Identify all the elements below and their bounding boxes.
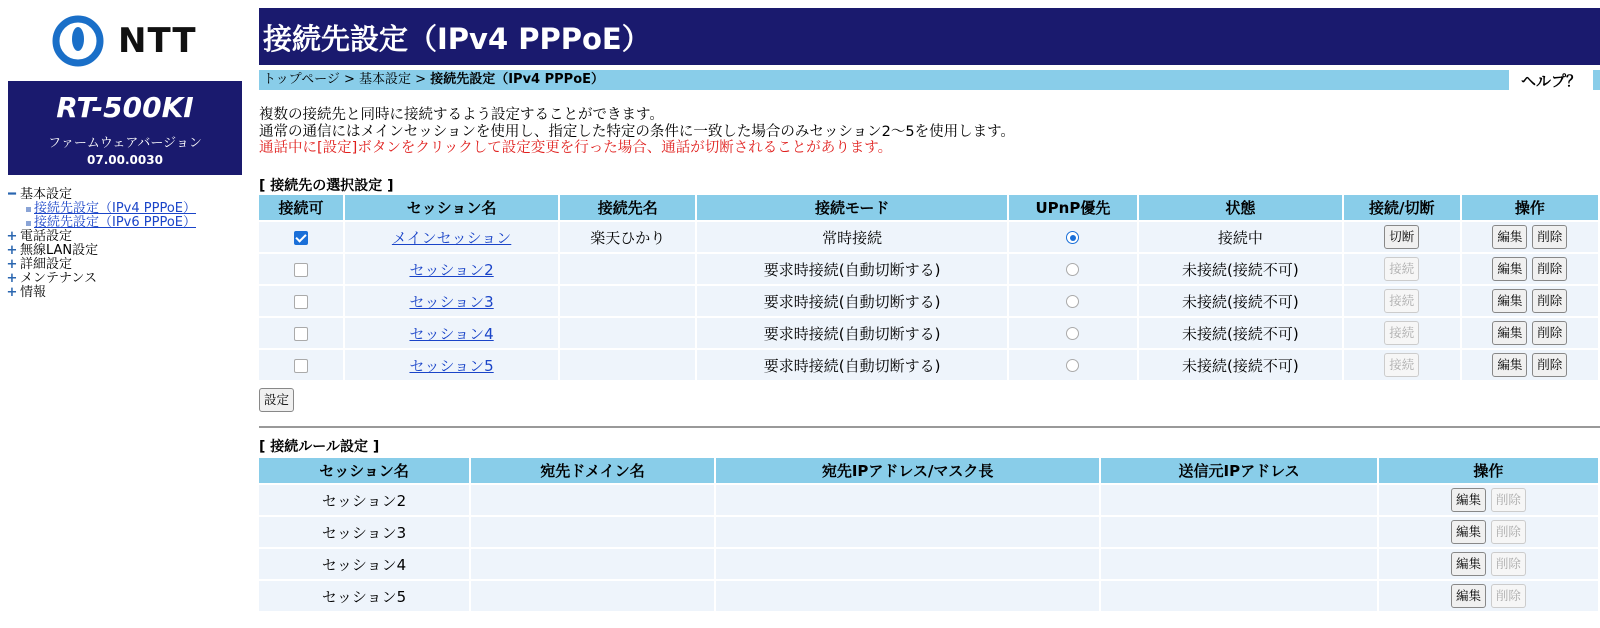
delete-button[interactable]: 削除 xyxy=(1491,584,1526,608)
edit-button[interactable]: 編集 xyxy=(1492,321,1527,345)
enable-cell xyxy=(259,350,343,380)
session-row xyxy=(259,350,1598,380)
upnp-radio[interactable] xyxy=(1066,263,1079,276)
dest-name-cell: 楽天ひかり xyxy=(560,222,695,252)
nav-ipv6-pppoe[interactable] xyxy=(6,216,196,230)
connect-button[interactable]: 接続 xyxy=(1384,289,1419,313)
connect-button[interactable]: 接続 xyxy=(1384,321,1419,345)
connect-button[interactable]: 接続 xyxy=(1384,257,1419,281)
expand-icon: + xyxy=(6,285,18,300)
edit-button[interactable]: 編集 xyxy=(1451,488,1486,512)
session-col-header: 接続可 xyxy=(259,195,343,220)
rule-table-body xyxy=(259,485,1598,611)
nav-ipv4-pppoe-link[interactable]: 接続先設定（IPv4 PPPoE） xyxy=(34,201,196,216)
rule-dest-ip-cell xyxy=(716,581,1099,611)
enable-cell xyxy=(259,286,343,316)
session-name-cell xyxy=(345,286,558,316)
rule-row xyxy=(259,485,1598,515)
session-section-title: [ 接続先の選択設定 ] xyxy=(259,178,394,194)
delete-button[interactable]: 削除 xyxy=(1532,257,1567,281)
session-name-link[interactable]: セッション3 xyxy=(409,292,494,311)
delete-button[interactable]: 削除 xyxy=(1532,225,1567,249)
nav-info[interactable] xyxy=(6,286,196,300)
enable-cell xyxy=(259,222,343,252)
dest-name-cell xyxy=(560,318,695,348)
rule-col-header: セッション名 xyxy=(259,458,469,483)
upnp-radio[interactable] xyxy=(1066,231,1079,244)
mode-cell: 要求時接続(自動切断する) xyxy=(697,254,1006,284)
nav-detail[interactable] xyxy=(6,258,196,272)
rule-src-ip-cell xyxy=(1101,581,1376,611)
ops-cell xyxy=(1462,254,1598,284)
ntt-logo-icon xyxy=(52,15,104,67)
rule-col-header: 送信元IPアドレス xyxy=(1101,458,1376,483)
rule-row xyxy=(259,581,1598,611)
enable-checkbox[interactable] xyxy=(294,359,308,373)
desc-line-2: 通常の通信にはメインセッションを使用し、指定した特定の条件に一致した場合のみセッション2～5を使用します。 xyxy=(259,123,1015,140)
nav-basic-label: 基本設定 xyxy=(20,187,73,202)
crumb-top[interactable]: トップページ xyxy=(263,72,340,87)
desc-line-1: 複数の接続先と同時に接続するよう設定することができます。 xyxy=(259,107,664,123)
status-cell: 未接続(接続不可) xyxy=(1139,318,1342,348)
mode-cell: 常時接続 xyxy=(697,222,1006,252)
upnp-cell xyxy=(1009,222,1137,252)
ops-cell xyxy=(1462,286,1598,316)
mode-cell: 要求時接続(自動切断する) xyxy=(697,318,1006,348)
upnp-radio[interactable] xyxy=(1066,359,1079,372)
crumb-current: 接続先設定（IPv4 PPPoE） xyxy=(430,72,605,87)
session-name-cell xyxy=(345,254,558,284)
expand-icon: + xyxy=(6,257,18,272)
nav-wlan[interactable] xyxy=(6,244,196,258)
delete-button[interactable]: 削除 xyxy=(1532,289,1567,313)
session-col-header: 操作 xyxy=(1462,195,1598,220)
edit-button[interactable]: 編集 xyxy=(1492,353,1527,377)
enable-checkbox[interactable] xyxy=(294,295,308,309)
conn-cell xyxy=(1344,222,1460,252)
session-row xyxy=(259,222,1598,252)
connect-button[interactable]: 接続 xyxy=(1384,353,1419,377)
upnp-cell xyxy=(1009,350,1137,380)
description xyxy=(259,107,1015,157)
collapse-icon: ━ xyxy=(8,187,16,202)
session-row xyxy=(259,254,1598,284)
crumb-basic[interactable]: 基本設定 xyxy=(359,72,412,87)
edit-button[interactable]: 編集 xyxy=(1451,520,1486,544)
session-name-cell xyxy=(345,222,558,252)
rule-row xyxy=(259,549,1598,579)
conn-cell xyxy=(1344,254,1460,284)
disconnect-button[interactable]: 切断 xyxy=(1384,225,1419,249)
session-name-link[interactable]: メインセッション xyxy=(391,228,512,247)
rule-ops-cell xyxy=(1379,581,1598,611)
breadcrumb xyxy=(259,70,1509,90)
enable-checkbox[interactable] xyxy=(294,327,308,341)
session-row xyxy=(259,286,1598,316)
nav-ipv4-pppoe[interactable] xyxy=(6,202,196,216)
ntt-logo xyxy=(52,14,197,68)
rule-src-ip-cell xyxy=(1101,549,1376,579)
ops-cell xyxy=(1462,350,1598,380)
rule-table-header xyxy=(259,458,1598,483)
rule-row xyxy=(259,517,1598,547)
brand-name: NTT xyxy=(118,21,197,61)
edit-button[interactable]: 編集 xyxy=(1451,552,1486,576)
session-name-cell xyxy=(345,318,558,348)
upnp-radio[interactable] xyxy=(1066,327,1079,340)
conn-cell xyxy=(1344,350,1460,380)
dest-name-cell xyxy=(560,286,695,316)
rule-src-ip-cell xyxy=(1101,517,1376,547)
upnp-cell xyxy=(1009,254,1137,284)
nav-phone-label: 電話設定 xyxy=(20,229,73,244)
crumb-sep: > xyxy=(411,72,431,87)
session-col-header: 接続/切断 xyxy=(1344,195,1460,220)
expand-icon: + xyxy=(6,229,18,244)
mode-cell: 要求時接続(自動切断する) xyxy=(697,350,1006,380)
crumb-sep: > xyxy=(339,72,360,87)
nav-menu xyxy=(6,188,196,300)
rule-ops-cell xyxy=(1379,485,1598,515)
nav-phone[interactable] xyxy=(6,230,196,244)
session-col-header: UPnP優先 xyxy=(1009,195,1137,220)
upnp-cell xyxy=(1009,286,1137,316)
rule-ops-cell xyxy=(1379,517,1598,547)
enable-cell xyxy=(259,254,343,284)
status-cell: 未接続(接続不可) xyxy=(1139,254,1342,284)
rule-src-ip-cell xyxy=(1101,485,1376,515)
session-col-header: セッション名 xyxy=(345,195,558,220)
expand-icon: + xyxy=(6,243,18,258)
session-col-header: 接続先名 xyxy=(560,195,695,220)
nav-detail-label: 詳細設定 xyxy=(20,257,73,272)
dest-name-cell xyxy=(560,350,695,380)
rule-session-cell: セッション3 xyxy=(259,517,469,547)
status-cell: 未接続(接続不可) xyxy=(1139,286,1342,316)
delete-button[interactable]: 削除 xyxy=(1491,552,1526,576)
dest-name-cell xyxy=(560,254,695,284)
rule-section-title: [ 接続ルール設定 ] xyxy=(259,439,380,455)
rule-session-cell: セッション2 xyxy=(259,485,469,515)
mode-cell: 要求時接続(自動切断する) xyxy=(697,286,1006,316)
nav-ipv6-pppoe-link[interactable]: 接続先設定（IPv6 PPPoE） xyxy=(34,215,196,230)
conn-cell xyxy=(1344,318,1460,348)
enable-checkbox[interactable] xyxy=(294,231,308,245)
session-row xyxy=(259,318,1598,348)
device-model: RT-500KI xyxy=(56,91,194,124)
ops-cell xyxy=(1462,318,1598,348)
rule-domain-cell xyxy=(471,517,714,547)
nav-info-label: 情報 xyxy=(20,285,47,300)
edit-button[interactable]: 編集 xyxy=(1451,584,1486,608)
nav-basic[interactable] xyxy=(6,188,196,202)
rule-session-cell: セッション4 xyxy=(259,549,469,579)
session-col-header: 接続モード xyxy=(697,195,1006,220)
session-name-link[interactable]: セッション5 xyxy=(409,356,494,375)
bullet-icon xyxy=(26,207,31,212)
rule-col-header: 操作 xyxy=(1379,458,1598,483)
delete-button[interactable]: 削除 xyxy=(1532,321,1567,345)
rule-table xyxy=(257,456,1600,613)
section-divider xyxy=(259,426,1600,428)
warning-text: 通話中に[設定]ボタンをクリックして設定変更を行った場合、通話が切断されることがあります。 xyxy=(259,140,893,156)
upnp-radio[interactable] xyxy=(1066,295,1079,308)
rule-domain-cell xyxy=(471,581,714,611)
edit-button[interactable]: 編集 xyxy=(1492,289,1527,313)
session-name-cell xyxy=(345,350,558,380)
session-name-link[interactable]: セッション2 xyxy=(409,260,494,279)
nav-maintenance[interactable] xyxy=(6,272,196,286)
session-col-header: 状態 xyxy=(1139,195,1342,220)
session-table xyxy=(257,193,1600,382)
bullet-icon xyxy=(26,221,31,226)
page-title: 接続先設定（IPv4 PPPoE） xyxy=(263,22,651,56)
expand-icon: + xyxy=(6,271,18,286)
enable-cell xyxy=(259,318,343,348)
conn-cell xyxy=(1344,286,1460,316)
rule-domain-cell xyxy=(471,485,714,515)
upnp-cell xyxy=(1009,318,1137,348)
rule-ops-cell xyxy=(1379,549,1598,579)
rule-session-cell: セッション5 xyxy=(259,581,469,611)
delete-button[interactable]: 削除 xyxy=(1532,353,1567,377)
rule-col-header: 宛先ドメイン名 xyxy=(471,458,714,483)
ops-cell xyxy=(1462,222,1598,252)
help-edge xyxy=(1593,70,1600,90)
status-cell: 接続中 xyxy=(1139,222,1342,252)
firmware-label: ファームウェアバージョン xyxy=(48,136,202,151)
session-name-link[interactable]: セッション4 xyxy=(409,324,494,343)
nav-wlan-label: 無線LAN設定 xyxy=(20,243,99,258)
nav-maintenance-label: メンテナンス xyxy=(20,271,97,286)
device-info-box xyxy=(8,81,242,175)
sidebar xyxy=(0,0,245,628)
rule-dest-ip-cell xyxy=(716,549,1099,579)
rule-dest-ip-cell xyxy=(716,485,1099,515)
edit-button[interactable]: 編集 xyxy=(1492,257,1527,281)
help-button[interactable]: ヘルプ？ xyxy=(1509,70,1593,90)
delete-button[interactable]: 削除 xyxy=(1491,520,1526,544)
rule-domain-cell xyxy=(471,549,714,579)
edit-button[interactable]: 編集 xyxy=(1492,225,1527,249)
rule-dest-ip-cell xyxy=(716,517,1099,547)
title-bar xyxy=(259,8,1600,65)
status-cell: 未接続(接続不可) xyxy=(1139,350,1342,380)
firmware-version: 07.00.0030 xyxy=(87,153,163,167)
delete-button[interactable]: 削除 xyxy=(1491,488,1526,512)
session-table-body xyxy=(259,222,1598,380)
set-button[interactable]: 設定 xyxy=(259,388,294,412)
rule-col-header: 宛先IPアドレス/マスク長 xyxy=(716,458,1099,483)
enable-checkbox[interactable] xyxy=(294,263,308,277)
session-table-header xyxy=(259,195,1598,220)
